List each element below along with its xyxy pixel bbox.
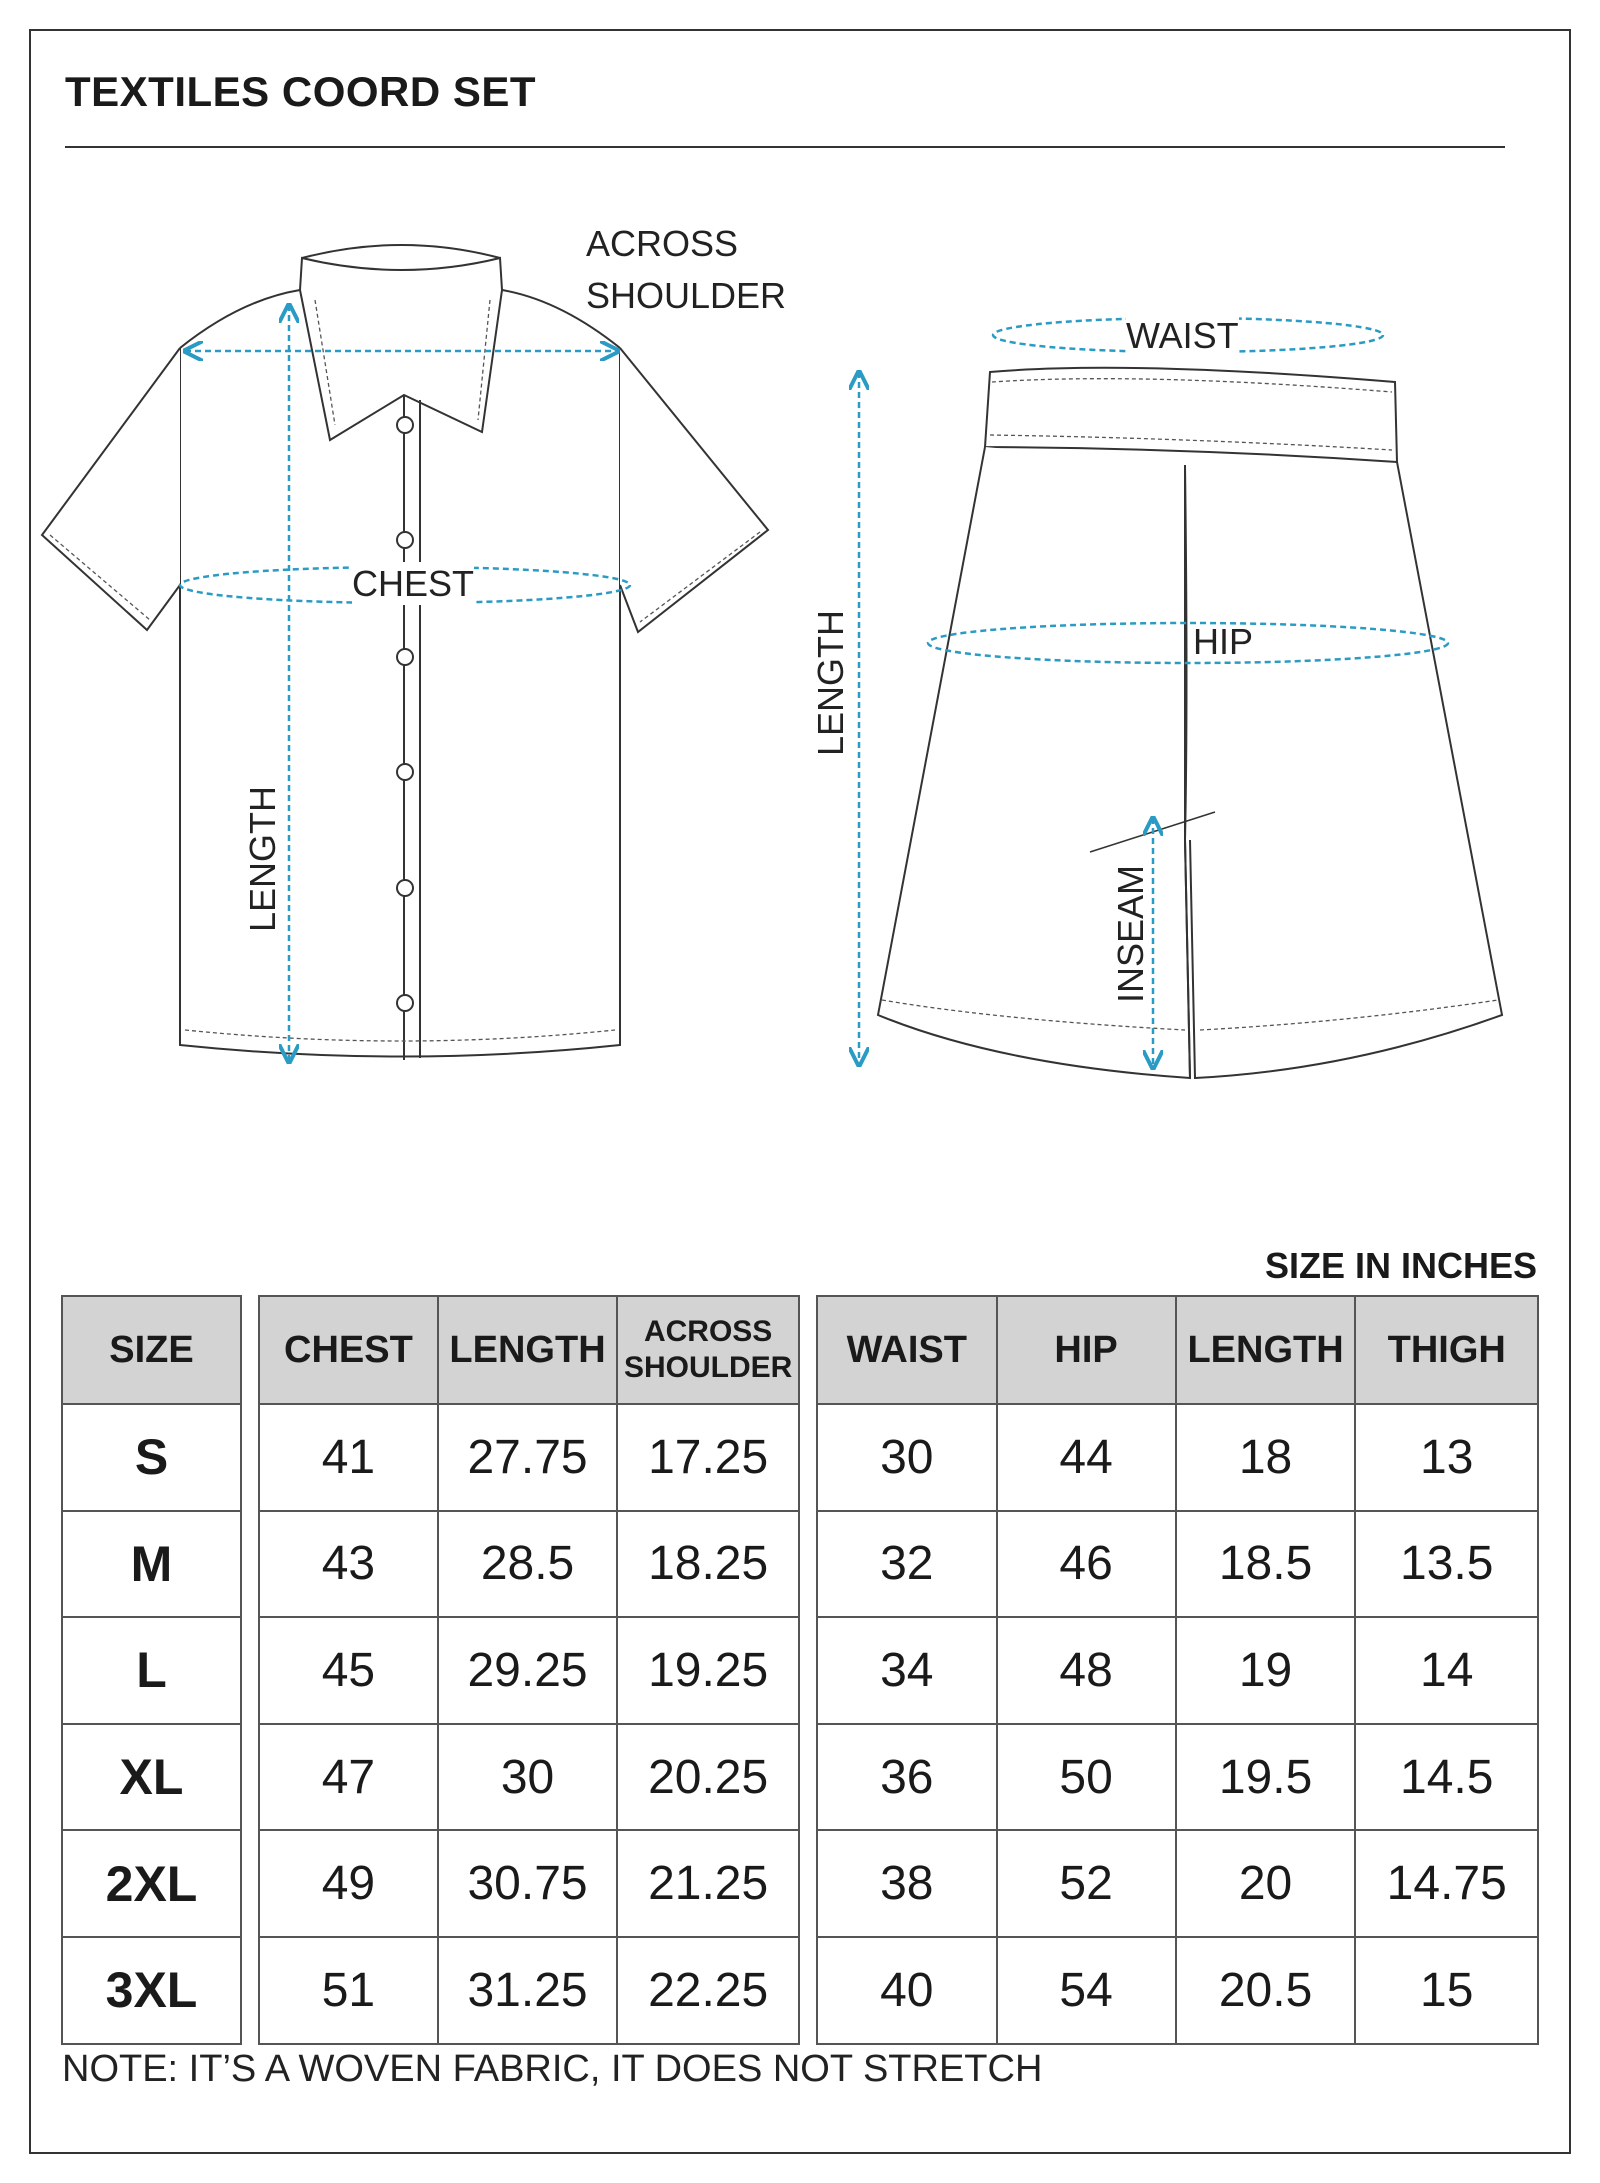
waist-label: WAIST [1126,315,1239,356]
shorts-length-label: LENGTH [810,609,851,756]
size-cell: 2XL [62,1830,241,1937]
table-row [259,1404,799,1511]
thigh-header: THIGH [1355,1296,1538,1404]
length-cell: 19 [1176,1617,1356,1724]
table-row [259,1830,799,1937]
thigh-cell: 14.5 [1355,1724,1538,1831]
across-shoulder-cell: 19.25 [617,1617,799,1724]
thigh-cell: 13.5 [1355,1511,1538,1618]
length-cell: 19.5 [1176,1724,1356,1831]
chest-cell: 49 [259,1830,438,1937]
thigh-cell: 15 [1355,1937,1538,2044]
waist-cell: 34 [817,1617,997,1724]
length-cell: 27.75 [438,1404,617,1511]
hip-cell: 54 [997,1937,1176,2044]
across-shoulder-label-line2: SHOULDER [586,275,787,316]
chest-label: CHEST [352,563,475,604]
length-cell: 28.5 [438,1511,617,1618]
waist-cell: 36 [817,1724,997,1831]
table-row [259,1937,799,2044]
shirt-length-label: LENGTH [242,785,283,932]
button [397,880,413,896]
across-shoulder-cell: 18.25 [617,1511,799,1618]
button [397,764,413,780]
table-row [259,1511,799,1618]
across-shoulder-label-line1: ACROSS [586,223,739,264]
shirt-body [180,348,620,1057]
size-cell: XL [62,1724,241,1831]
length-header: LENGTH [1176,1296,1356,1404]
size-cell: 3XL [62,1937,241,2044]
thigh-cell: 13 [1355,1404,1538,1511]
length-cell: 20.5 [1176,1937,1356,2044]
table-row [817,1404,1538,1511]
chest-cell: 41 [259,1404,438,1511]
hip-label: HIP [1193,621,1254,662]
waist-cell: 30 [817,1404,997,1511]
units-label: SIZE IN INCHES [1264,1245,1537,1286]
chest-cell: 43 [259,1511,438,1618]
length-header: LENGTH [438,1296,617,1404]
button [397,649,413,665]
hip-cell: 44 [997,1404,1176,1511]
chest-cell: 47 [259,1724,438,1831]
button [397,532,413,548]
shirt-size-table [258,1295,800,2045]
shorts-waistband [985,368,1397,462]
size-column-table [61,1295,242,2045]
page-title: TEXTILES COORD SET [65,68,537,115]
thigh-cell: 14 [1355,1617,1538,1724]
across-shoulder-header: ACROSS SHOULDER [617,1296,799,1404]
table-row [817,1937,1538,2044]
size-header: SIZE [62,1296,241,1404]
waist-cell: 32 [817,1511,997,1618]
chest-header: CHEST [259,1296,438,1404]
size-cell: M [62,1511,241,1618]
size-cell: L [62,1617,241,1724]
hip-cell: 46 [997,1511,1176,1618]
table-row [817,1724,1538,1831]
length-cell: 20 [1176,1830,1356,1937]
table-row [259,1617,799,1724]
chest-cell: 45 [259,1617,438,1724]
across-shoulder-cell: 20.25 [617,1724,799,1831]
shirt-right-sleeve [620,348,768,632]
thigh-cell: 14.75 [1355,1830,1538,1937]
waist-header: WAIST [817,1296,997,1404]
table-row [259,1724,799,1831]
length-cell: 30 [438,1724,617,1831]
table-row [817,1511,1538,1618]
length-cell: 30.75 [438,1830,617,1937]
hip-header: HIP [997,1296,1176,1404]
length-cell: 31.25 [438,1937,617,2044]
waist-cell: 38 [817,1830,997,1937]
across-shoulder-cell: 22.25 [617,1937,799,2044]
hip-cell: 52 [997,1830,1176,1937]
shorts-size-table [816,1295,1539,2045]
length-cell: 18 [1176,1404,1356,1511]
shorts-drawing [878,368,1502,1078]
inseam-label: INSEAM [1110,864,1151,1003]
across-shoulder-cell: 21.25 [617,1830,799,1937]
table-row [817,1617,1538,1724]
chest-cell: 51 [259,1937,438,2044]
hip-cell: 50 [997,1724,1176,1831]
fabric-note: NOTE: IT’S A WOVEN FABRIC, IT DOES NOT STRETCH [62,2048,1043,2090]
shorts-right-leg [1190,462,1502,1078]
length-cell: 29.25 [438,1617,617,1724]
size-cell: S [62,1404,241,1511]
button [397,995,413,1011]
length-cell: 18.5 [1176,1511,1356,1618]
across-shoulder-cell: 17.25 [617,1404,799,1511]
hip-cell: 48 [997,1617,1176,1724]
button [397,417,413,433]
waist-cell: 40 [817,1937,997,2044]
table-row [817,1830,1538,1937]
